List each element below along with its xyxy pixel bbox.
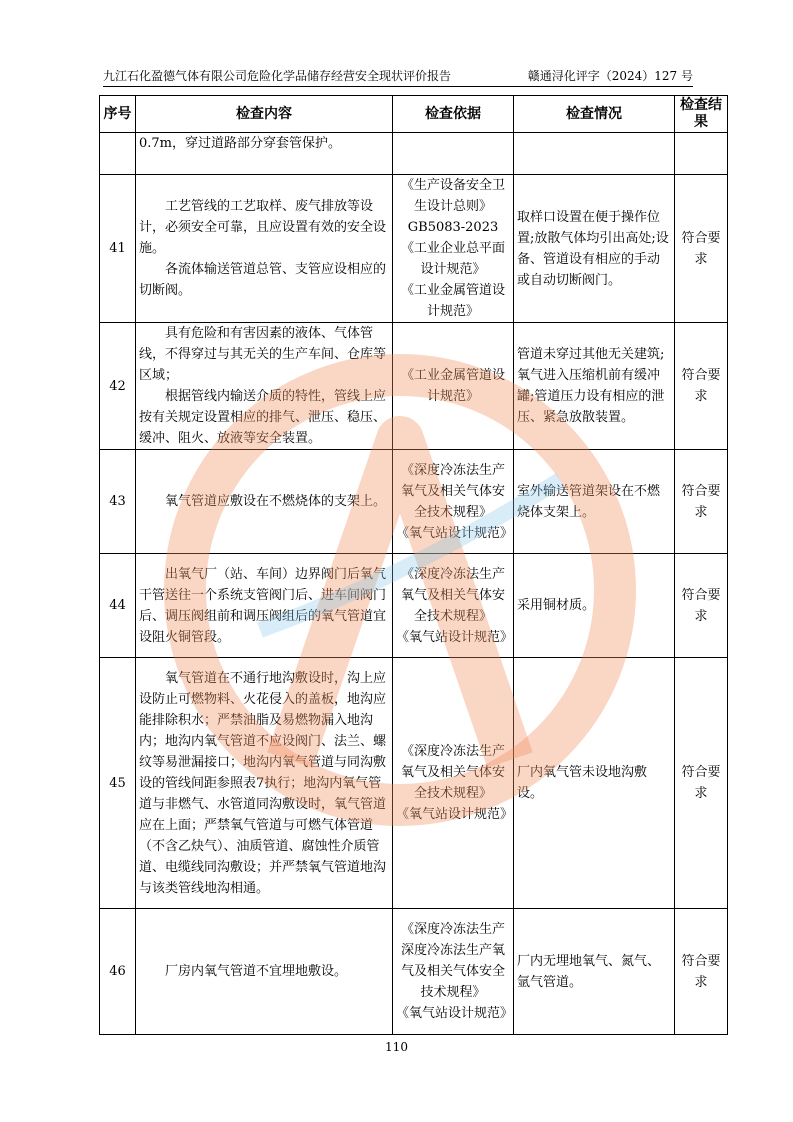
cell-status: 采用铜材质。 (514, 554, 675, 658)
cell-status: 室外输送管道架设在不燃烧体支架上。 (514, 450, 675, 554)
table-row (100, 909, 728, 1035)
cell-status: 取样口设置在便于操作位置;放散气体均引出高处;设备、管道设有相应的手动或自动切断阀门。 (514, 175, 675, 323)
basis-standard: 《氧气站设计规范》 (396, 1006, 514, 1021)
table-row (100, 323, 728, 450)
header-basis: 检查依据 (393, 96, 514, 133)
table-row (100, 554, 728, 658)
cell-status: 厂内氧气管未设地沟敷设。 (514, 658, 675, 909)
page-number: 110 (385, 1040, 408, 1054)
cell-result: 符合要求 (675, 323, 728, 450)
basis-standard: 《工业金属管道设计规范》 (400, 283, 505, 319)
content-paragraph: 厂房内氧气管道不宜埋地敷设。 (165, 964, 348, 979)
header-report-number: 赣通浔化评字（2024）127 号 (527, 69, 693, 83)
cell-no: 43 (100, 450, 136, 554)
basis-standard: 《深度冷冻法生产氧气及相关气体安全技术规程》 (400, 566, 505, 624)
cell-basis (393, 450, 514, 554)
basis-standard: 《工业金属管道设计规范》 (400, 368, 505, 404)
table-row (100, 175, 728, 323)
table-row (100, 658, 728, 909)
cell-content (136, 658, 393, 909)
basis-standard: 《生产设备安全卫生设计总则》 (400, 178, 505, 214)
basis-standard: 《氧气站设计规范》 (396, 525, 514, 541)
header-status: 检查情况 (514, 96, 675, 133)
cell-basis (393, 175, 514, 323)
basis-standard: 《氧气站设计规范》 (396, 807, 514, 822)
cell-no (100, 133, 136, 175)
cell-no: 46 (100, 909, 136, 1035)
content-paragraph: 氧气管道应敷设在不燃烧体的支架上。 (165, 494, 387, 509)
basis-standard: 《工业企业总平面设计规范》 (400, 241, 505, 277)
header-result: 检查结果 (675, 96, 728, 133)
table-header-row (100, 96, 728, 133)
basis-standard: 《深度冷冻法生产氧气及相关气体安全技术规程》 (400, 462, 505, 520)
cell-content (136, 175, 393, 323)
header-report-title: 九江石化盈德气体有限公司危险化学品储存经营安全现状评价报告 (103, 69, 452, 83)
cell-status: 管道未穿过其他无关建筑;氧气进入压缩机前有缓冲罐;管道压力设有相应的泄压、紧急放散装置。 (514, 323, 675, 450)
cell-status: 厂内无埋地氧气、氮气、氩气管道。 (514, 909, 675, 1035)
table-row (100, 133, 728, 175)
basis-standard: 《深度冷冻法生产氧气及相关气体安全技术规程》 (400, 744, 505, 801)
cell-result: 符合要求 (675, 909, 728, 1035)
cell-result: 符合要求 (675, 450, 728, 554)
cell-result: 符合要求 (675, 175, 728, 323)
content-paragraph: 工艺管线的工艺取样、废气排放等设计，必须安全可靠，且应设置有效的安全设施。 (139, 199, 387, 256)
table-row (100, 450, 728, 554)
cell-status (514, 133, 675, 175)
cell-no: 41 (100, 175, 136, 323)
cell-no: 42 (100, 323, 136, 450)
cell-result: 符合要求 (675, 554, 728, 658)
cell-result (675, 133, 728, 175)
header-no: 序号 (100, 96, 136, 133)
content-paragraph: 根据管线内输送介质的特性，管线上应按有关规定设置相应的排气、泄压、稳压、缓冲、阻火、放液等安全装置。 (139, 389, 387, 446)
basis-standard: GB5083-2023 (407, 220, 499, 235)
basis-standard: 《深度冷冻法生产深度冷冻法生产氧气及相关气体安全技术规程》 (400, 922, 505, 1000)
header-content: 检查内容 (136, 96, 393, 133)
basis-standard: 《氧气站设计规范》 (396, 629, 514, 645)
cell-basis (393, 658, 514, 909)
page-header (103, 66, 693, 87)
content-paragraph: 0.7m，穿过道路部分穿套管保护。 (139, 136, 342, 151)
cell-content (136, 133, 393, 175)
cell-content (136, 450, 393, 554)
content-paragraph: 各流体输送管道总管、支管应设相应的切断阀。 (139, 262, 387, 298)
cell-result: 符合要求 (675, 658, 728, 909)
cell-content (136, 554, 393, 658)
inspection-table (99, 95, 728, 1035)
cell-content (136, 909, 393, 1035)
cell-content (136, 323, 393, 450)
cell-no: 45 (100, 658, 136, 909)
content-paragraph: 具有危险和有害因素的液体、气体管线，不得穿过与其无关的生产车间、仓库等区域； (139, 326, 387, 383)
cell-basis (393, 554, 514, 658)
cell-no: 44 (100, 554, 136, 658)
cell-basis (393, 909, 514, 1035)
content-paragraph: 出氧气厂（站、车间）边界阀门后氧气干管送往一个系统支管阀门后、进车间阀门后、调压阀组前和调压阀组后的氧气管道宜设阻火铜管段。 (139, 566, 387, 645)
content-paragraph: 氧气管道在不通行地沟敷设时，沟上应设防止可燃物料、火花侵入的盖板，地沟应能排除积水；严禁油脂及易燃物漏入地沟内；地沟内氧气管道不应设阀门、法兰、螺纹等易泄漏接口；地沟内氧气管道与同沟敷设的管线间距参照表7执行；地沟内氧气管道与非燃气、水管道同沟敷设时，氧气管道应在上面；严禁氧气管道与可燃气体管道（不含乙炔气）、油质管道、腐蚀性介质管道、电缆线同沟敷设；并严禁氧气管道地沟与该类管线地沟相通。 (139, 670, 387, 896)
cell-basis (393, 133, 514, 175)
cell-basis (393, 323, 514, 450)
